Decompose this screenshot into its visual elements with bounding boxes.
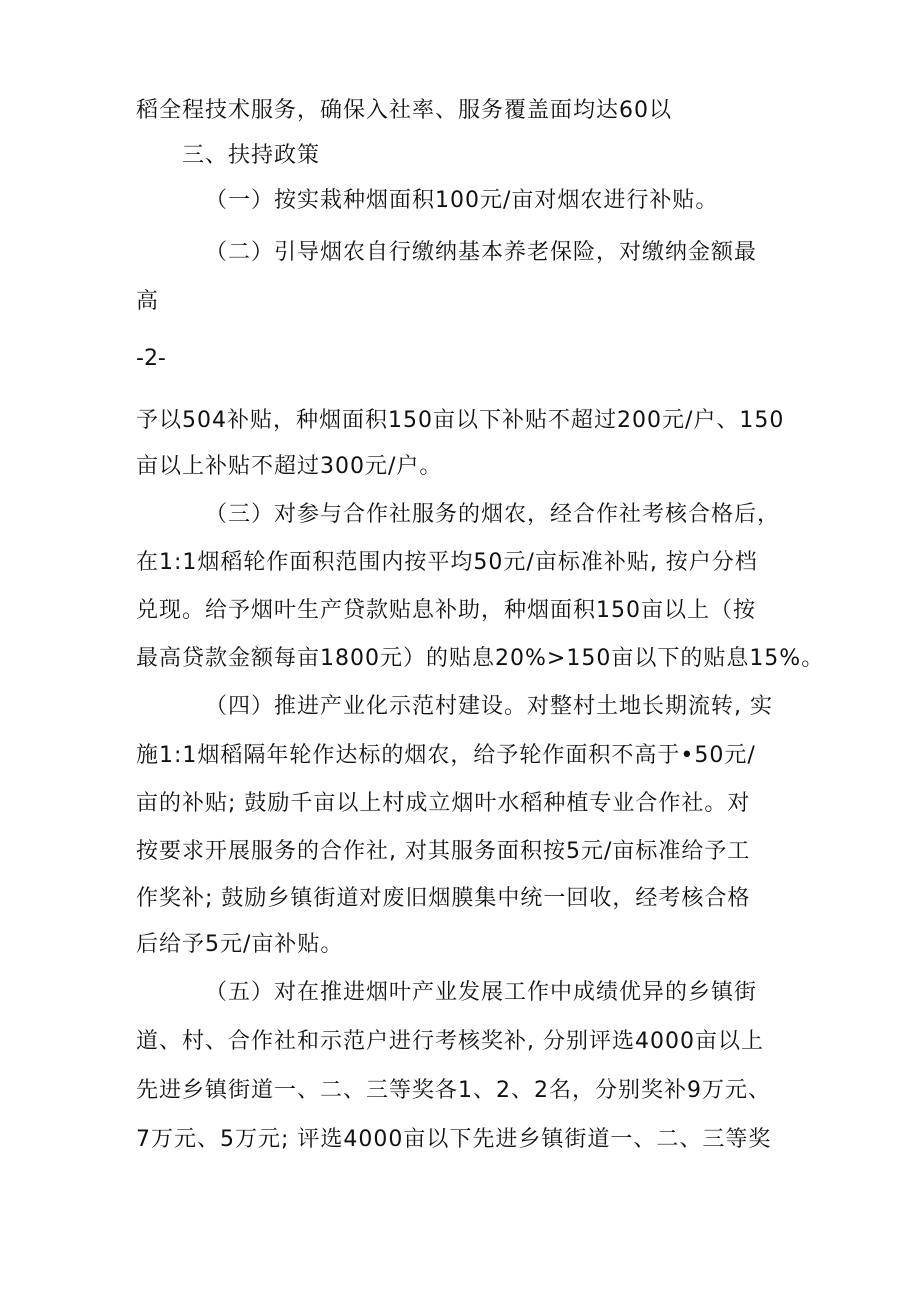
paragraph-line: 稻全程技术服务，确保入社率、服务覆盖面均达60以 xyxy=(136,98,672,123)
paragraph-line: 7万元、5万元; 评选4000亩以下先进乡镇街道一、二、三等奖 xyxy=(136,1127,772,1152)
paragraph-line: 亩以上补贴不超过300元/户。 xyxy=(136,454,443,479)
paragraph-line: 高 xyxy=(136,289,160,314)
paragraph-line: 先进乡镇街道一、二、三等奖各1、2、2名，分别奖补9万元、 xyxy=(136,1078,771,1103)
paragraph-line: 作奖补; 鼓励乡镇街道对废旧烟膜集中统一回收，经考核合格 xyxy=(136,886,751,911)
paragraph-line: 兑现。给予烟叶生产贷款贴息补助，种烟面积150亩以上（按 xyxy=(136,598,756,623)
paragraph-line: 在1:1烟稻轮作面积范围内按平均50元/亩标准补贴, 按户分档 xyxy=(136,550,758,575)
paragraph-line: 道、村、合作社和示范户进行考核奖补, 分别评选4000亩以上 xyxy=(136,1029,764,1054)
paragraph-line: （三）对参与合作社服务的烟农，经合作社考核合格后， xyxy=(205,502,781,527)
paragraph-line: 亩的补贴; 鼓励千亩以上村成立烟叶水稻种植专业合作社。对 xyxy=(136,791,751,816)
page-number: -2- xyxy=(136,346,166,371)
paragraph-line: （二）引导烟农自行缴纳基本养老保险，对缴纳金额最 xyxy=(205,240,758,265)
paragraph-line: 最高贷款金额每亩1800元）的贴息20%>150亩以下的贴息15%。 xyxy=(136,646,825,671)
paragraph-line: 后给予5元/亩补贴。 xyxy=(136,932,344,957)
paragraph-line: （一）按实栽种烟面积100元/亩对烟农进行补贴。 xyxy=(205,188,719,213)
paragraph-line: （四）推进产业化示范村建设。对整村土地长期流转, 实 xyxy=(205,694,773,719)
paragraph-line: 予以504补贴，种烟面积150亩以下补贴不超过200元/户、150 xyxy=(136,408,785,433)
paragraph-line: 施1:1烟稻隔年轮作达标的烟农，给予轮作面积不高于•50元/ xyxy=(136,743,756,768)
paragraph-line: （五）对在推进烟叶产业发展工作中成绩优异的乡镇街 xyxy=(205,980,758,1005)
section-heading: 三、扶持政策 xyxy=(182,143,321,168)
paragraph-line: 按要求开展服务的合作社, 对其服务面积按5元/亩标准给予工 xyxy=(136,839,751,864)
